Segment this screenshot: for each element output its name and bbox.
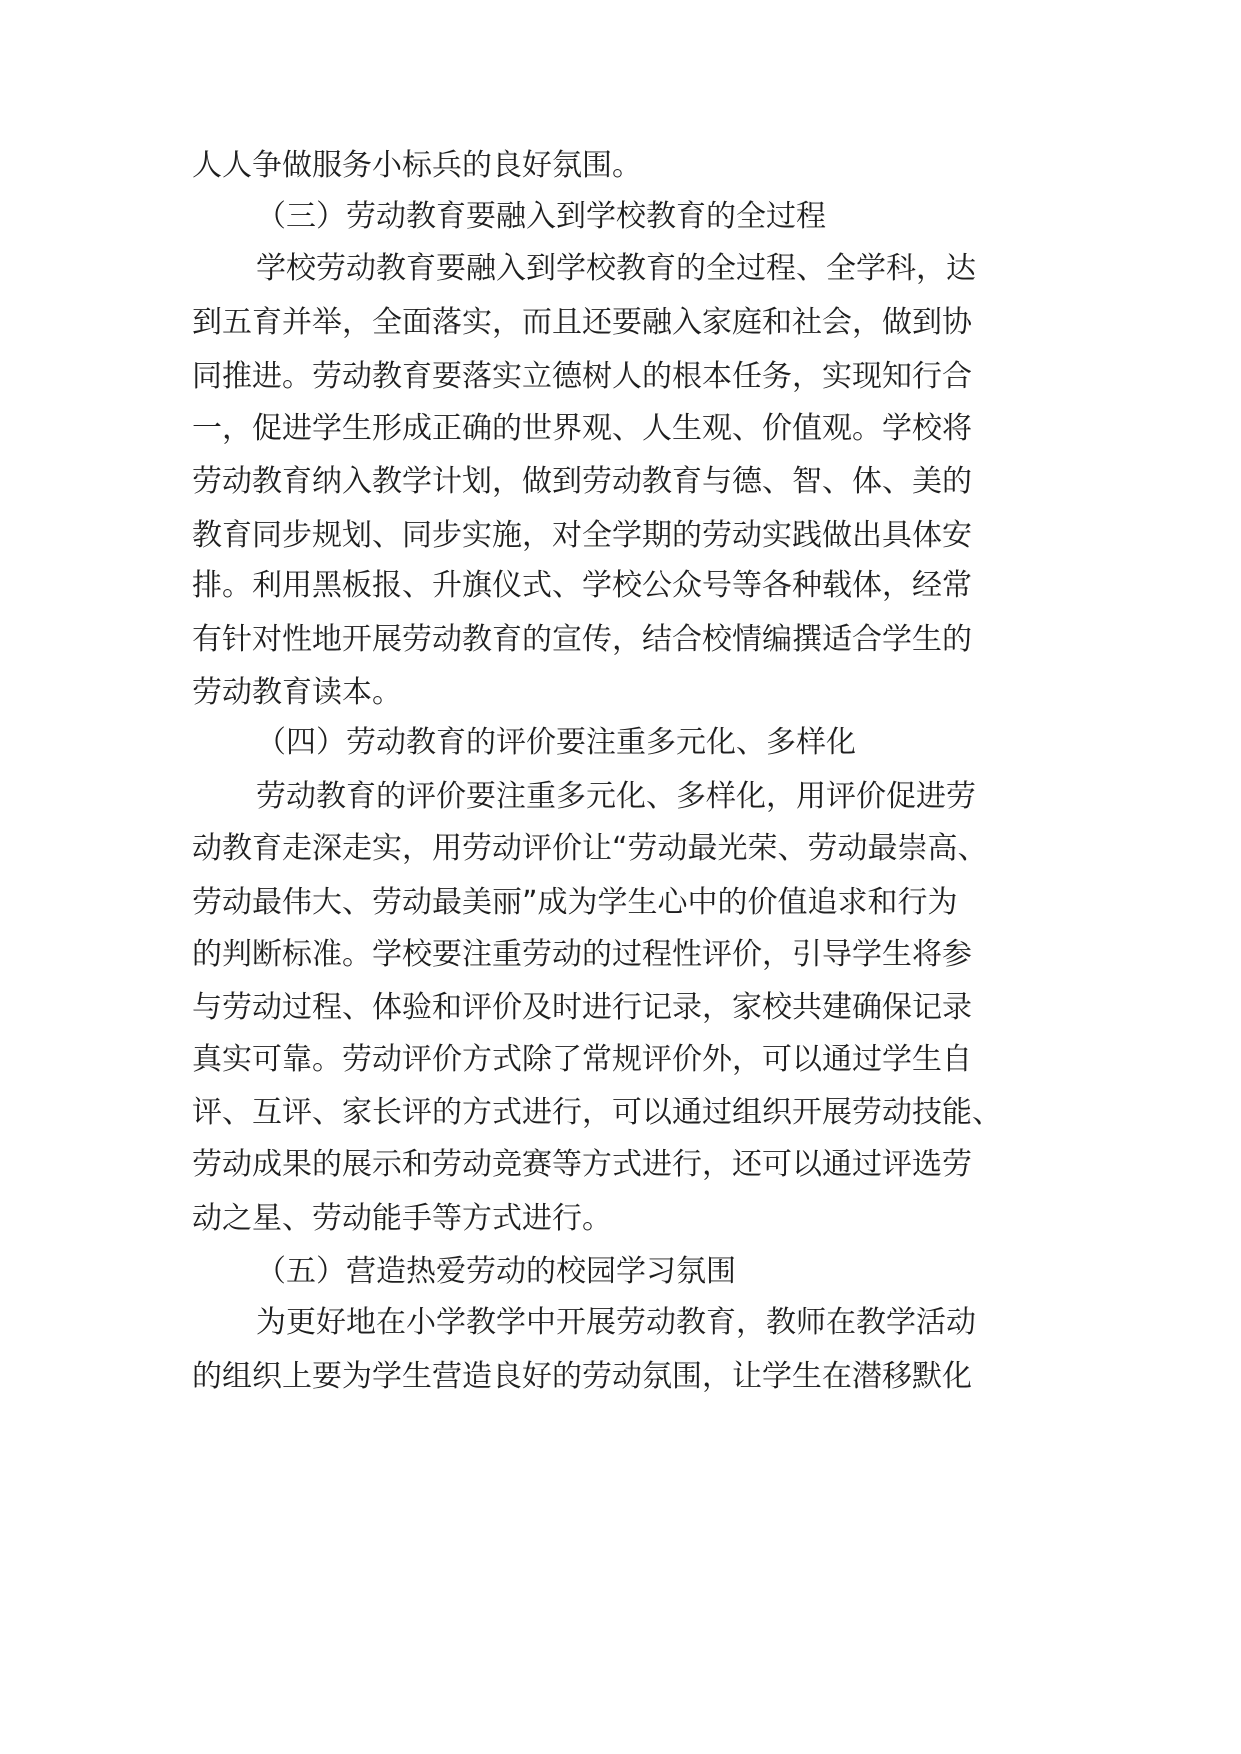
- text-line: 的组织上要为学生营造良好的劳动氛围，让学生在潜移默化: [192, 1359, 972, 1394]
- paragraph-first-line: 学校劳动教育要融入到学校教育的全过程、全学科，达: [256, 251, 976, 286]
- text-line: 真实可靠。劳动评价方式除了常规评价外，可以通过学生自: [192, 1042, 972, 1077]
- text-line: 与劳动过程、体验和评价及时进行记录，家校共建确保记录: [192, 990, 972, 1025]
- text-line: 一，促进学生形成正确的世界观、人生观、价值观。学校将: [192, 411, 972, 446]
- text-line: 的判断标准。学校要注重劳动的过程性评价，引导学生将参: [192, 937, 972, 972]
- section-heading-5: （五）营造热爱劳动的校园学习氛围: [256, 1254, 736, 1289]
- text-line: 同推进。劳动教育要落实立德树人的根本任务，实现知行合: [192, 359, 972, 394]
- paragraph-first-line: 劳动教育的评价要注重多元化、多样化，用评价促进劳: [256, 779, 976, 814]
- paragraph-first-line: 为更好地在小学教学中开展劳动教育，教师在教学活动: [256, 1305, 976, 1340]
- text-line: 劳动最伟大、劳动最美丽”成为学生心中的价值追求和行为: [192, 885, 958, 920]
- text-line: 教育同步规划、同步实施，对全学期的劳动实践做出具体安: [192, 518, 972, 553]
- text-line: 评、互评、家长评的方式进行，可以通过组织开展劳动技能、: [192, 1095, 1002, 1130]
- text-line: 有针对性地开展劳动教育的宣传，结合校情编撰适合学生的: [192, 622, 972, 657]
- text-line: 到五育并举，全面落实，而且还要融入家庭和社会，做到协: [192, 305, 972, 340]
- text-line: 动之星、劳动能手等方式进行。: [192, 1201, 612, 1236]
- text-line: 劳动教育纳入教学计划，做到劳动教育与德、智、体、美的: [192, 464, 972, 499]
- text-line: 排。利用黑板报、升旗仪式、学校公众号等各种载体，经常: [192, 568, 972, 603]
- section-heading-4: （四）劳动教育的评价要注重多元化、多样化: [256, 725, 856, 760]
- text-line: 人人争做服务小标兵的良好氛围。: [192, 148, 642, 183]
- text-line: 动教育走深走实，用劳动评价让“劳动最光荣、劳动最崇高、: [192, 831, 988, 866]
- text-line: 劳动教育读本。: [192, 675, 402, 710]
- section-heading-3: （三）劳动教育要融入到学校教育的全过程: [256, 199, 826, 234]
- text-line: 劳动成果的展示和劳动竞赛等方式进行，还可以通过评选劳: [192, 1147, 972, 1182]
